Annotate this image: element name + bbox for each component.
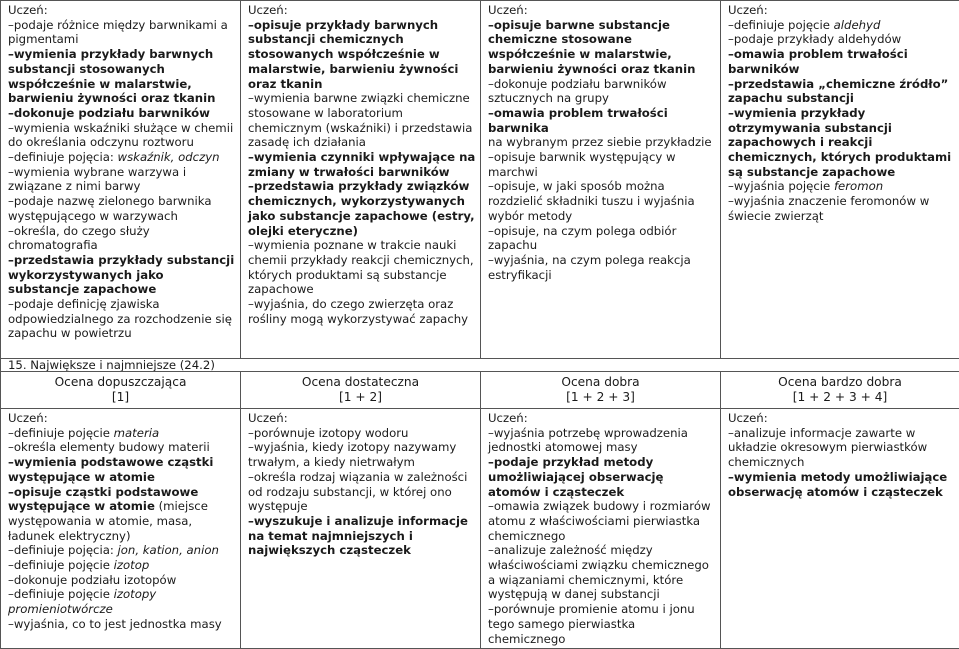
line: –przedstawia „chemiczne źródło” zapachu substancji [728, 77, 955, 106]
line: –wymienia wskaźniki służące w chemii do określania odczynu roztworu [8, 121, 236, 150]
line: Uczeń: [728, 3, 955, 18]
grade-name: Ocena dopuszczająca [5, 375, 236, 390]
line: Uczeń: [488, 3, 716, 18]
text: –opisuje cząstki podstawowe występujące w atomie [8, 485, 198, 514]
line: –wymienia przykłady otrzymywania substancji zapachowych i reakcji chemicznych, których produktami są substancje zapachowe [728, 106, 955, 180]
grade-code: [1 + 2 + 3] [485, 390, 716, 405]
grade-code: [1] [5, 390, 236, 405]
line: Uczeń: [728, 411, 955, 426]
line: –określa, do czego służy chromatografia [8, 224, 236, 253]
line: –wymienia metody umożliwiające obserwację atomów i cząsteczek [728, 470, 955, 499]
line: –opisuje, w jaki sposób można rozdzielić składniki tuszu i wyjaśnia wybór metody [488, 179, 716, 223]
line: –wyjaśnia, co to jest jednostka masy [8, 617, 236, 632]
line: –wymienia podstawowe cząstki występujące w atomie [8, 455, 236, 484]
text: –definiuje pojęcie [8, 426, 114, 440]
term: aldehyd [834, 18, 881, 32]
line: –wyszukuje i analizuje informacje na temat najmniejszych i największych cząsteczek [248, 514, 476, 558]
line: –omawia problem trwałości barwników [728, 47, 955, 76]
upper-col-dobra [481, 1, 721, 359]
line: –podaje nazwę zielonego barwnika występującego w warzywach [8, 194, 236, 223]
grade-header [481, 372, 721, 409]
line [728, 18, 955, 33]
text: –definiuje pojęcia: [8, 150, 118, 164]
lower-col-dobra [481, 409, 721, 649]
lower-col-dopuszczajaca [1, 409, 241, 649]
line: –wymienia wybrane warzywa i związane z nimi barwy [8, 165, 236, 194]
line: Uczeń: [248, 411, 476, 426]
text: (miejsce występowania w atomie, masa, ładunek elektryczny) [8, 499, 208, 542]
term: jon, kation, anion [118, 543, 219, 557]
upper-col-dopuszczajaca [1, 1, 241, 359]
grade-header [241, 372, 481, 409]
line: –określa rodzaj wiązania w zależności od rodzaju substancji, w której ono występuje [248, 470, 476, 514]
line: –wyjaśnia znaczenie feromonów w świecie zwierząt [728, 194, 955, 223]
line: –podaje różnice między barwnikami a pigmentami [8, 18, 236, 47]
line: –wymienia przykłady barwnych substancji stosowanych współcześnie w malarstwie, barwieniu żywności oraz tkanin [8, 47, 236, 106]
line: –dokonuje podziału barwników [8, 106, 236, 121]
term: wskaźnik, odczyn [118, 150, 220, 164]
line: –dokonuje podziału barwników sztucznych na grupy [488, 77, 716, 106]
line: –wymienia czynniki wpływające na zmiany w trwałości barwników [248, 150, 476, 179]
line: –analizuje zależność między właściwościami związku chemicznego a wiązaniami chemicznymi, które występują w danej substancji [488, 543, 716, 602]
line: –omawia związek budowy i rozmiarów atomu z właściwościami pierwiastka chemicznego [488, 499, 716, 543]
line: Uczeń: [8, 3, 236, 18]
line [8, 558, 236, 573]
line [8, 543, 236, 558]
line [8, 485, 236, 544]
grade-header [721, 372, 959, 409]
grade-header-row [1, 372, 959, 409]
line: Uczeń: [8, 411, 236, 426]
line: –wymienia barwne związki chemiczne stosowane w laboratorium chemicznym (wskaźniki) i przedstawia zasadę ich działania [248, 91, 476, 150]
text: –definiuje pojęcie [8, 558, 114, 572]
grade-header [1, 372, 241, 409]
line [8, 587, 236, 616]
line [8, 426, 236, 441]
grade-name: Ocena dobra [485, 375, 716, 390]
section-title: 15. Największe i najmniejsze (24.2) [1, 359, 959, 372]
line: –przedstawia przykłady związków chemicznych, wykorzystywanych jako substancje zapachowe (estry, olejki eteryczne) [248, 179, 476, 238]
lower-col-bardzo-dobra [721, 409, 959, 649]
line: –opisuje barwne substancje chemiczne stosowane współcześnie w malarstwie, barwieniu żywności oraz tkanin [488, 18, 716, 77]
text: –definiuje pojęcie [8, 587, 114, 601]
grade-code: [1 + 2 + 3 + 4] [725, 390, 955, 405]
line [8, 150, 236, 165]
text: –definiuje pojęcia: [8, 543, 118, 557]
line: –określa elementy budowy materii [8, 440, 236, 455]
text: –definiuje pojęcie [728, 18, 834, 32]
line: –dokonuje podziału izotopów [8, 573, 236, 588]
grade-name: Ocena dostateczna [245, 375, 476, 390]
line: Uczeń: [248, 3, 476, 18]
line: –porównuje promienie atomu i jonu tego samego pierwiastka chemicznego [488, 602, 716, 646]
line: Uczeń: [488, 411, 716, 426]
line: –opisuje, na czym polega odbiór zapachu [488, 224, 716, 253]
line: –wyjaśnia, kiedy izotopy nazywamy trwałym, a kiedy nietrwałym [248, 440, 476, 469]
line: –podaje przykłady aldehydów [728, 32, 955, 47]
grade-code: [1 + 2] [245, 390, 476, 405]
line: –wyjaśnia, na czym polega reakcja estryfikacji [488, 253, 716, 282]
line: –opisuje przykłady barwnych substancji chemicznych stosowanych współcześnie w malarstwie, barwieniu żywności oraz tkanin [248, 18, 476, 92]
section-title-row [1, 359, 959, 372]
upper-col-bardzo-dobra [721, 1, 959, 359]
term: izotopy promieniotwórcze [8, 587, 156, 616]
lower-requirements-row [1, 409, 959, 649]
term: izotop [114, 558, 150, 572]
line: –przedstawia przykłady substancji wykorzystywanych jako substancje zapachowe [8, 253, 236, 297]
line: –omawia problem trwałości barwnika [488, 106, 716, 135]
term: materia [114, 426, 160, 440]
line: –analizuje informacje zawarte w układzie okresowym pierwiastków chemicznych [728, 426, 955, 470]
line: –wyjaśnia, do czego zwierzęta oraz rośliny mogą wykorzystywać zapachy [248, 297, 476, 326]
line: –opisuje barwnik występujący w marchwi [488, 150, 716, 179]
line: –podaje przykład metody umożliwiającej obserwację atomów i cząsteczek [488, 455, 716, 499]
term: feromon [834, 179, 883, 193]
upper-col-dostateczna [241, 1, 481, 359]
line: –wymienia poznane w trakcie nauki chemii przykłady reakcji chemicznych, których produktami są substancje zapachowe [248, 238, 476, 297]
line: –wyjaśnia potrzebę wprowadzenia jednostki atomowej masy [488, 426, 716, 455]
line: –podaje definicję zjawiska odpowiedzialnego za rozchodzenie się zapachu w powietrzu [8, 297, 236, 341]
line [728, 179, 955, 194]
line: –porównuje izotopy wodoru [248, 426, 476, 441]
line: na wybranym przez siebie przykładzie [488, 135, 716, 150]
text: –wyjaśnia pojęcie [728, 179, 834, 193]
grade-name: Ocena bardzo dobra [725, 375, 955, 390]
lower-col-dostateczna [241, 409, 481, 649]
upper-requirements-row [1, 1, 959, 359]
